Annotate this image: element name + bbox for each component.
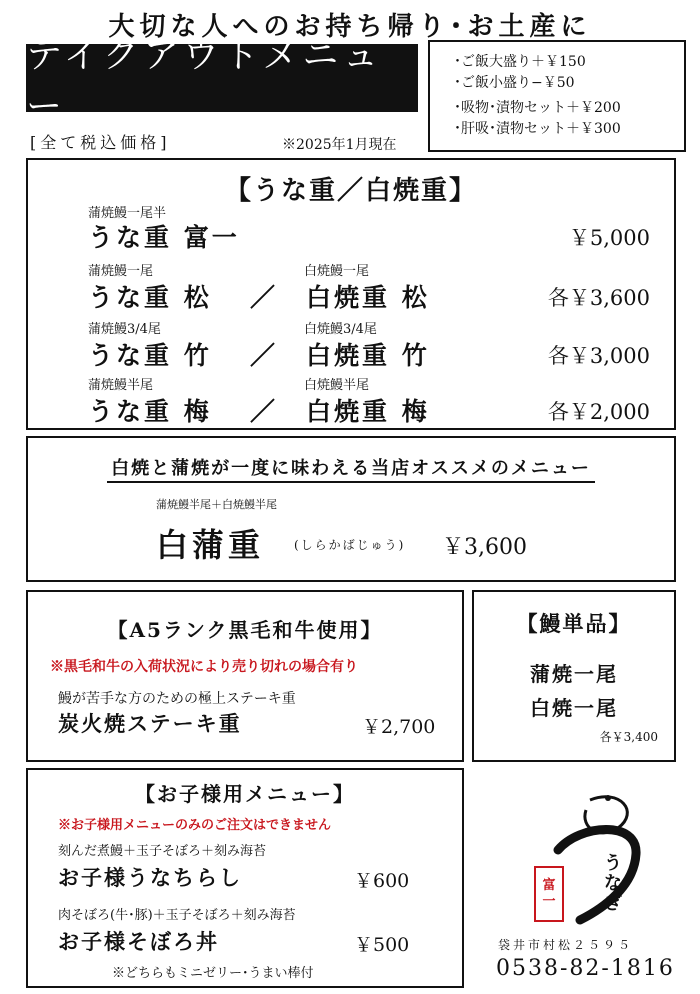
- item-name: うな重 梅: [88, 397, 212, 426]
- item-name: お子様そぼろ丼: [58, 929, 219, 954]
- item-name: お子様うなちらし: [58, 865, 242, 890]
- item-name: 白焼重 梅: [306, 397, 430, 426]
- item-sub: 白焼鰻一尾: [304, 264, 370, 279]
- section-title: [28, 454, 674, 480]
- page-title: テイクアウトメニュー: [26, 44, 418, 112]
- headline: 大切な人へのお持ち帰り･お土産に: [108, 12, 592, 42]
- item-price: ￥3,600: [442, 535, 527, 560]
- unaju-section: [26, 158, 676, 430]
- recommend-section: [26, 436, 676, 582]
- option-item: ･ご飯小盛り−￥50: [454, 75, 575, 91]
- item-reading: (しらかばじゅう): [294, 538, 406, 552]
- phone-number[interactable]: 0538-82-1816: [496, 956, 675, 981]
- wagyu-section: [26, 590, 464, 762]
- item-price: ￥2,700: [362, 716, 436, 738]
- item-name: 白蒲重: [156, 526, 265, 564]
- shop-logo: [520, 780, 670, 930]
- section-title: 【うな重／白焼重】: [224, 176, 477, 206]
- item-price: ￥5,000: [568, 226, 650, 250]
- option-item: ･肝吸･漬物セット＋￥300: [454, 121, 621, 137]
- item-name: うな重 富一: [88, 223, 240, 252]
- recommend-title: 白焼と蒲焼が一度に味わえる当店オススメのメニュー: [107, 458, 595, 483]
- item-name: 白焼重 松: [306, 283, 430, 312]
- warning-text: ※黒毛和牛の入荷状況により売り切れの場合有り: [50, 659, 358, 675]
- item-sub: 蒲焼鰻半尾＋白焼鰻半尾: [156, 498, 277, 511]
- kids-note: ※どちらもミニゼリー･うまい棒付: [112, 966, 314, 981]
- section-title: 【お子様用メニュー】: [135, 782, 355, 806]
- item-price: 各￥2,000: [547, 400, 650, 424]
- item-price: 各￥3,400: [599, 730, 658, 744]
- item-sub: 蒲焼鰻一尾半: [88, 206, 167, 221]
- option-item: ･吸物･漬物セット＋￥200: [454, 100, 621, 116]
- item-sub: 白焼鰻3/4尾: [304, 322, 377, 337]
- logo-seal-text: 富一: [542, 878, 556, 909]
- section-title: 【A5ランク黒毛和牛使用】: [107, 618, 383, 642]
- item-name: 白焼重 竹: [306, 341, 430, 370]
- item-sub: 蒲焼鰻3/4尾: [88, 322, 161, 337]
- option-item: ･ご飯大盛り＋￥150: [454, 54, 586, 70]
- item-sub: 刻んだ煮鰻＋玉子そぼろ＋刻み海苔: [58, 844, 267, 859]
- item-separator: ／: [250, 283, 279, 312]
- single-section: [472, 590, 676, 762]
- section-title: 【鰻単品】: [516, 611, 632, 636]
- item-price: 各￥3,600: [547, 286, 650, 310]
- item-price: 各￥3,000: [547, 344, 650, 368]
- as-of-date: ※2025年1月現在: [282, 137, 397, 153]
- logo-seal: [534, 866, 564, 922]
- item-name: うな重 竹: [88, 341, 212, 370]
- options-box: [428, 40, 686, 152]
- warning-text: ※お子様用メニューのみのご注文はできません: [58, 818, 332, 833]
- kids-section: [26, 768, 464, 988]
- item-separator: ／: [250, 341, 279, 370]
- item-sub: 蒲焼鰻半尾: [88, 378, 154, 393]
- logo-kana: うなぎ: [604, 853, 622, 914]
- tax-note: [全て税込価格]: [30, 133, 171, 152]
- single-item: 白焼一尾: [530, 696, 618, 720]
- item-price: ￥500: [354, 934, 410, 956]
- item-sub: 鰻が苦手な方のための極上ステーキ重: [58, 691, 296, 707]
- item-separator: ／: [250, 397, 279, 426]
- address: 袋井市村松２５９５: [498, 938, 634, 952]
- item-sub: 蒲焼鰻一尾: [88, 264, 154, 279]
- item-sub: 白焼鰻半尾: [304, 378, 370, 393]
- item-sub: 肉そぼろ(牛･豚)＋玉子そぼろ＋刻み海苔: [58, 908, 296, 923]
- item-price: ￥600: [354, 870, 410, 892]
- single-item: 蒲焼一尾: [530, 662, 618, 686]
- item-name: 炭火焼ステーキ重: [58, 711, 242, 736]
- item-name: うな重 松: [88, 283, 212, 312]
